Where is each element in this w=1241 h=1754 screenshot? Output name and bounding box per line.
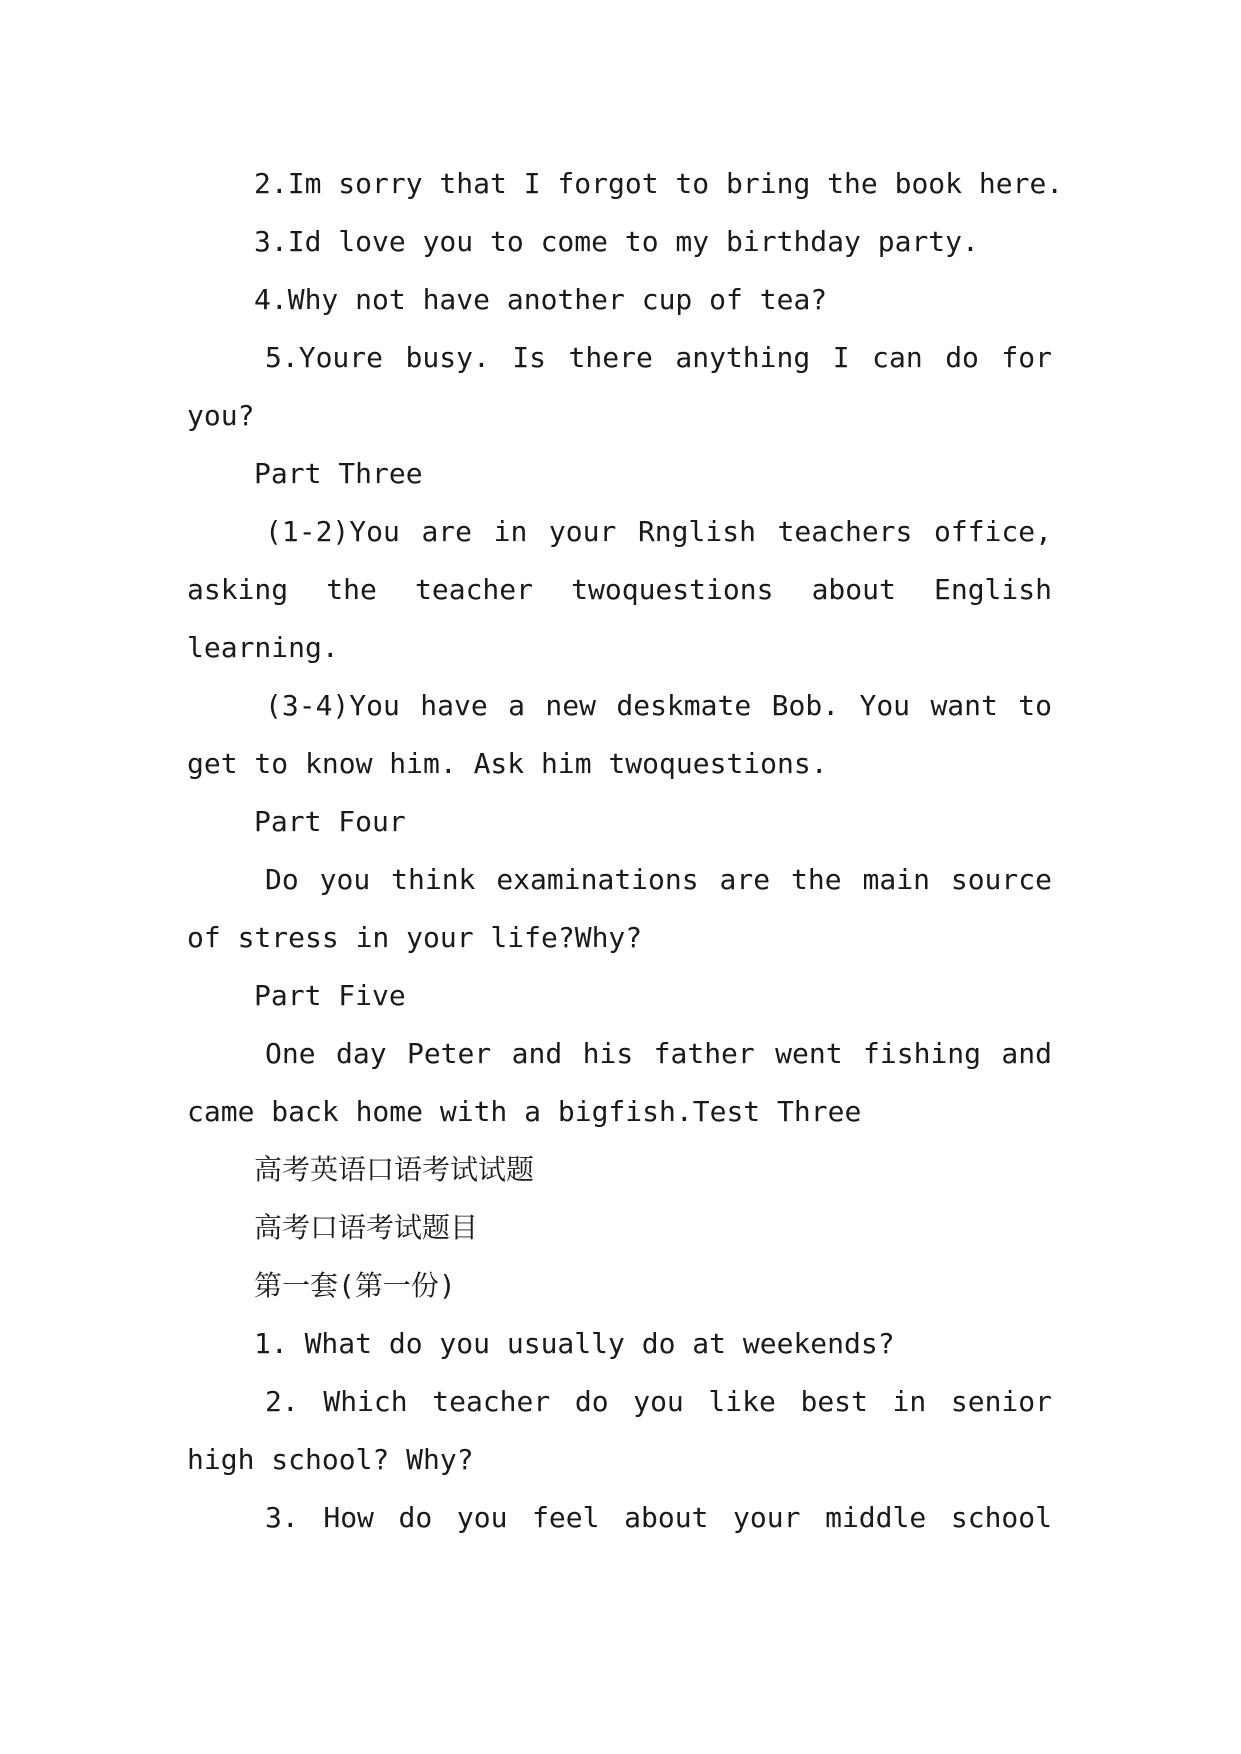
- text-line: Do you think examinations are the main source: [265, 863, 1052, 896]
- text-line: (3-4)You have a new deskmate Bob. You want to: [265, 689, 1052, 722]
- text-line: 2.Im sorry that I forgot to bring the book here.: [254, 167, 1064, 200]
- text-line: 3. How do you feel about your middle school: [265, 1501, 1052, 1534]
- text-line: 4.Why not have another cup of tea?: [254, 283, 828, 316]
- text-line: 1. What do you usually do at weekends?: [254, 1327, 895, 1360]
- text-line: learning.: [187, 631, 339, 664]
- text-line: 2. Which teacher do you like best in senior: [265, 1385, 1052, 1418]
- text-line: came back home with a bigfish.Test Three: [187, 1095, 862, 1128]
- text-line: 3.Id love you to come to my birthday party.: [254, 225, 979, 258]
- text-line: of stress in your life?Why?: [187, 921, 643, 954]
- text-line: high school? Why?: [187, 1443, 474, 1476]
- section-heading: 高考英语口语考试试题: [254, 1153, 535, 1186]
- document-page: [187, 155, 1064, 1547]
- section-heading: Part Four: [254, 805, 406, 838]
- section-heading: Part Three: [254, 457, 423, 490]
- text-line: (1-2)You are in your Rnglish teachers office,: [265, 515, 1052, 548]
- text-line: 5.Youre busy. Is there anything I can do for: [265, 341, 1052, 374]
- section-heading: 高考口语考试题目: [254, 1211, 479, 1244]
- section-heading: 第一套(第一份): [254, 1269, 456, 1302]
- text-line: you?: [187, 399, 255, 432]
- text-line: asking the teacher twoquestions about English: [187, 573, 1052, 606]
- text-line: get to know him. Ask him twoquestions.: [187, 747, 828, 780]
- section-heading: Part Five: [254, 979, 406, 1012]
- text-line: One day Peter and his father went fishing and: [265, 1037, 1052, 1070]
